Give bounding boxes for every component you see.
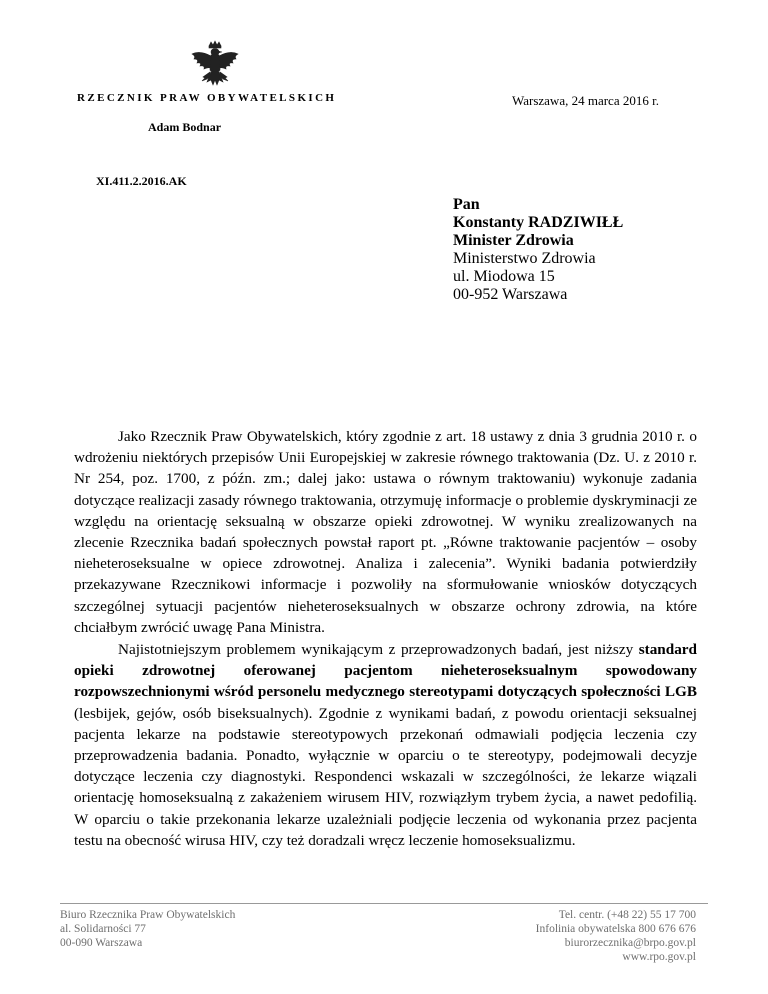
- addressee-office: Ministerstwo Zdrowia: [453, 250, 596, 267]
- addressee-salutation: Pan: [453, 196, 480, 213]
- footer-hotline: Infolinia obywatelska 800 676 676: [535, 923, 696, 935]
- paragraph-2-end: (lesbijek, gejów, osób biseksualnych). Zgodnie z wynikami badań, z powodu orientacji seksualnej pacjenta lekarze na podstawie stereotypowych przekonań odmawiali podjęcia leczenia czy przeprowadzenia badania. Ponadto, wyłącznie w oparciu o te stereotypy, podejmowali decyzje dotyczące leczenia czy diagnostyki. Respondenci wskazali w szczególności, że lekarze wiązali orientację homoseksualną z zakażeniem wirusem HIV, rozwiązłym trybem życia, a nawet pedofilią. W oparciu o takie przekonania lekarze uzależniali podjęcie leczenia od wykonania przez pacjenta testu na obecność wirusa HIV, czy też doradzali wręcz leczenie homoseksualizmu.: [74, 704, 697, 849]
- letter-body: [74, 426, 697, 851]
- paragraph-1: Jako Rzecznik Praw Obywatelskich, który zgodnie z art. 18 ustawy z dnia 3 grudnia 2010 r. o wdrożeniu niektórych przepisów Unii Europejskiej w zakresie równego traktowania (Dz. U. z 2010 r. Nr 254, poz. 1700, z późn. zm.; dalej jako: ustawa o równym traktowaniu) wykonuje zadania dotyczące realizacji zasady równego traktowania, otrzymuję informacje o problemie dyskryminacji ze względu na orientację seksualną w obszarze opieki zdrowotnej. W wyniku zrealizowanych na zlecenie Rzecznika badań społecznych powstał raport pt. „Równe traktowanie pacjentów – osoby nieheteroseksualne w opiece zdrowotnej. Analiza i zalecenia”. Wyniki badania potwierdziły przekazywane Rzecznikowi informacje i pozwoliły na sformułowanie wniosków dotyczących szczególnej sytuacji pacjentów nieheteroseksualnych w obszarze ochrony zdrowia, na które chciałbym zwrócić uwagę Pana Ministra.: [74, 428, 697, 636]
- footer-website: www.rpo.gov.pl: [622, 951, 696, 963]
- addressee-street: ul. Miodowa 15: [453, 268, 555, 285]
- footer-contact: [536, 908, 696, 964]
- institution-name: RZECZNIK PRAW OBYWATELSKICH: [77, 92, 337, 104]
- footer-address-line: al. Solidarności 77: [60, 923, 146, 935]
- footer-email: biurorzecznika@brpo.gov.pl: [564, 937, 696, 949]
- polish-eagle-emblem-icon: [190, 40, 240, 92]
- sender-name: Adam Bodnar: [148, 120, 222, 134]
- footer-address-line: Biuro Rzecznika Praw Obywatelskich: [60, 909, 236, 921]
- footer-address: [60, 908, 235, 950]
- addressee-name: Konstanty RADZIWIŁŁ: [453, 214, 624, 231]
- paragraph-2-start: Najistotniejszym problemem wynikającym z przeprowadzonych badań, jest niższy: [118, 641, 639, 659]
- footer-address-line: 00-090 Warszawa: [60, 937, 143, 949]
- reference-number: XI.411.2.2016.AK: [96, 174, 187, 188]
- footer-divider: [60, 903, 708, 904]
- footer-phone: Tel. centr. (+48 22) 55 17 700: [558, 909, 696, 921]
- addressee-title: Minister Zdrowia: [453, 232, 574, 249]
- paragraph-2-emphasis: standard opieki zdrowotnej oferowanej pacjentom nieheteroseksualnym spowodowany rozpowszechnionymi wśród personelu medycznego stereotypami dotyczących społeczności LGB: [74, 641, 697, 701]
- letter-date: Warszawa, 24 marca 2016 r.: [512, 93, 659, 108]
- addressee-city: 00-952 Warszawa: [453, 286, 568, 303]
- addressee-block: [453, 196, 623, 304]
- paragraph-2: [74, 639, 697, 851]
